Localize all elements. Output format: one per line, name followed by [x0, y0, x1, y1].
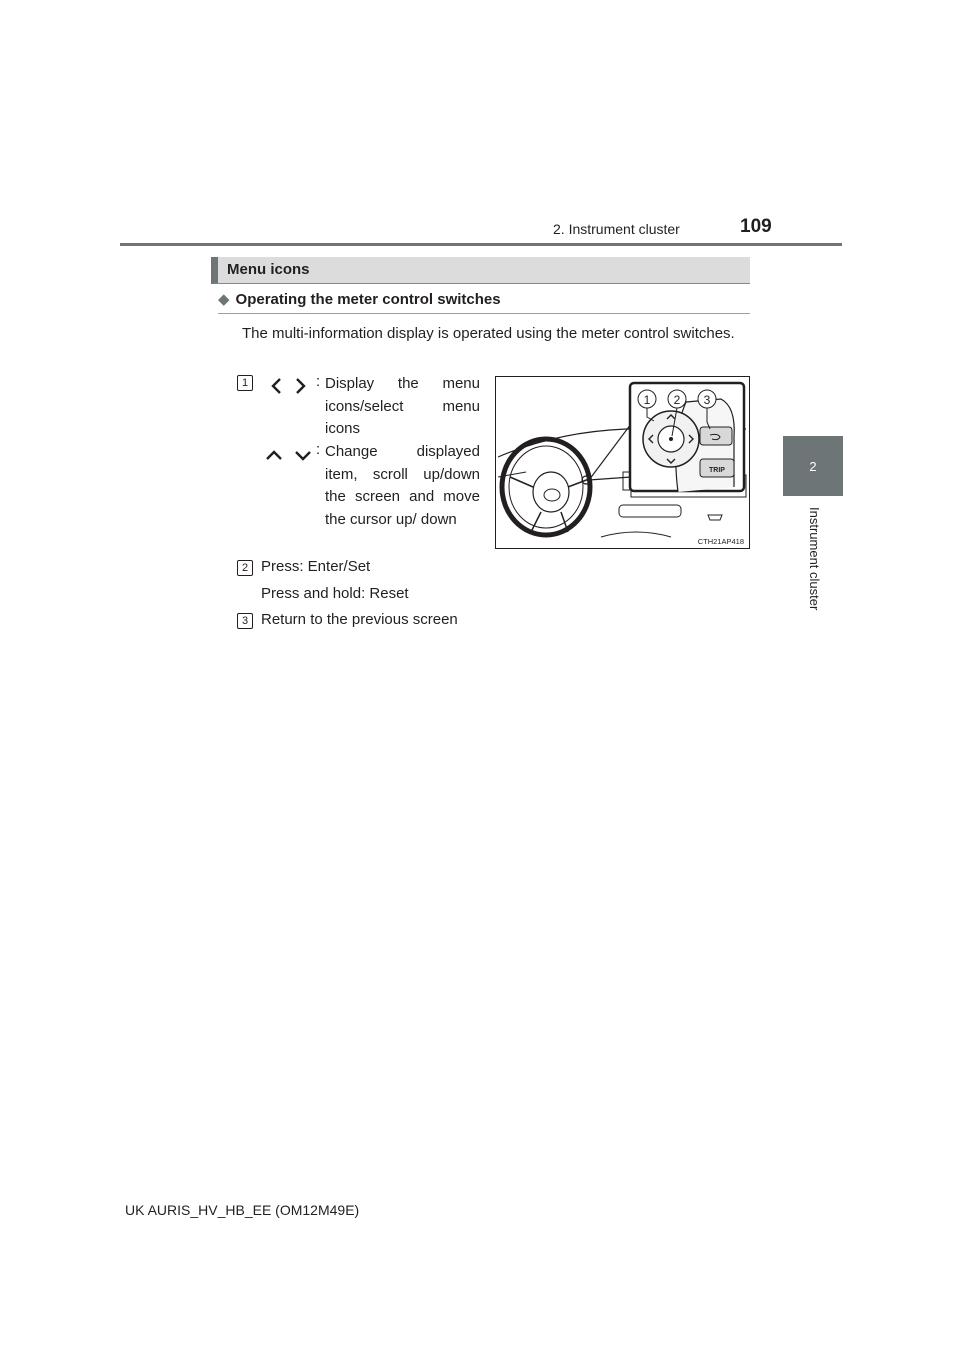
item-number-badge: 3: [237, 613, 253, 629]
colon-separator: :: [316, 441, 321, 458]
subheading-divider: [218, 313, 750, 314]
subheading-text: Operating the meter control switches: [235, 291, 501, 308]
manual-code: UK AURIS_HV_HB_EE (OM12M49E): [125, 1202, 360, 1218]
item-number-badge: 2: [237, 560, 253, 576]
header-divider: [120, 243, 842, 246]
callout-3: 3: [703, 393, 711, 407]
steering-wheel-illustration: [495, 376, 750, 549]
section-title: Menu icons: [227, 261, 310, 278]
subheading: [218, 290, 501, 308]
chapter-tab[interactable]: [783, 436, 843, 496]
steering-wheel-drawing: [496, 377, 749, 548]
diamond-bullet-icon: ◆: [218, 291, 230, 308]
intro-paragraph: The multi-information display is operated using the meter control switches.: [242, 325, 735, 342]
chapter-label: Instrument cluster: [807, 507, 822, 611]
trip-button-label: TRIP: [709, 467, 725, 474]
colon-separator: :: [316, 373, 321, 390]
chevron-up-down-icon: [263, 447, 313, 463]
item-1-description-b: Change displayed item, scroll up/down the screen and move the cursor up/ down: [325, 443, 480, 528]
item-3-line-1: Return to the previous screen: [261, 611, 458, 628]
item-1-description-a: Display the menu icons/select menu icons: [325, 375, 480, 437]
chevron-left-right-icon: [265, 376, 311, 396]
header-section-title: 2. Instrument cluster: [553, 221, 680, 237]
callout-2: 2: [673, 393, 681, 407]
image-code: CTH21AP418: [697, 537, 744, 546]
section-title-bar: [211, 257, 750, 284]
callout-1: 1: [643, 393, 651, 407]
item-2-line-1: Press: Enter/Set: [261, 558, 371, 575]
item-2-line-2: Press and hold: Reset: [261, 585, 409, 602]
page-number: 109: [740, 216, 772, 237]
chapter-number: 2: [809, 458, 817, 474]
item-number-badge: 1: [237, 375, 253, 391]
